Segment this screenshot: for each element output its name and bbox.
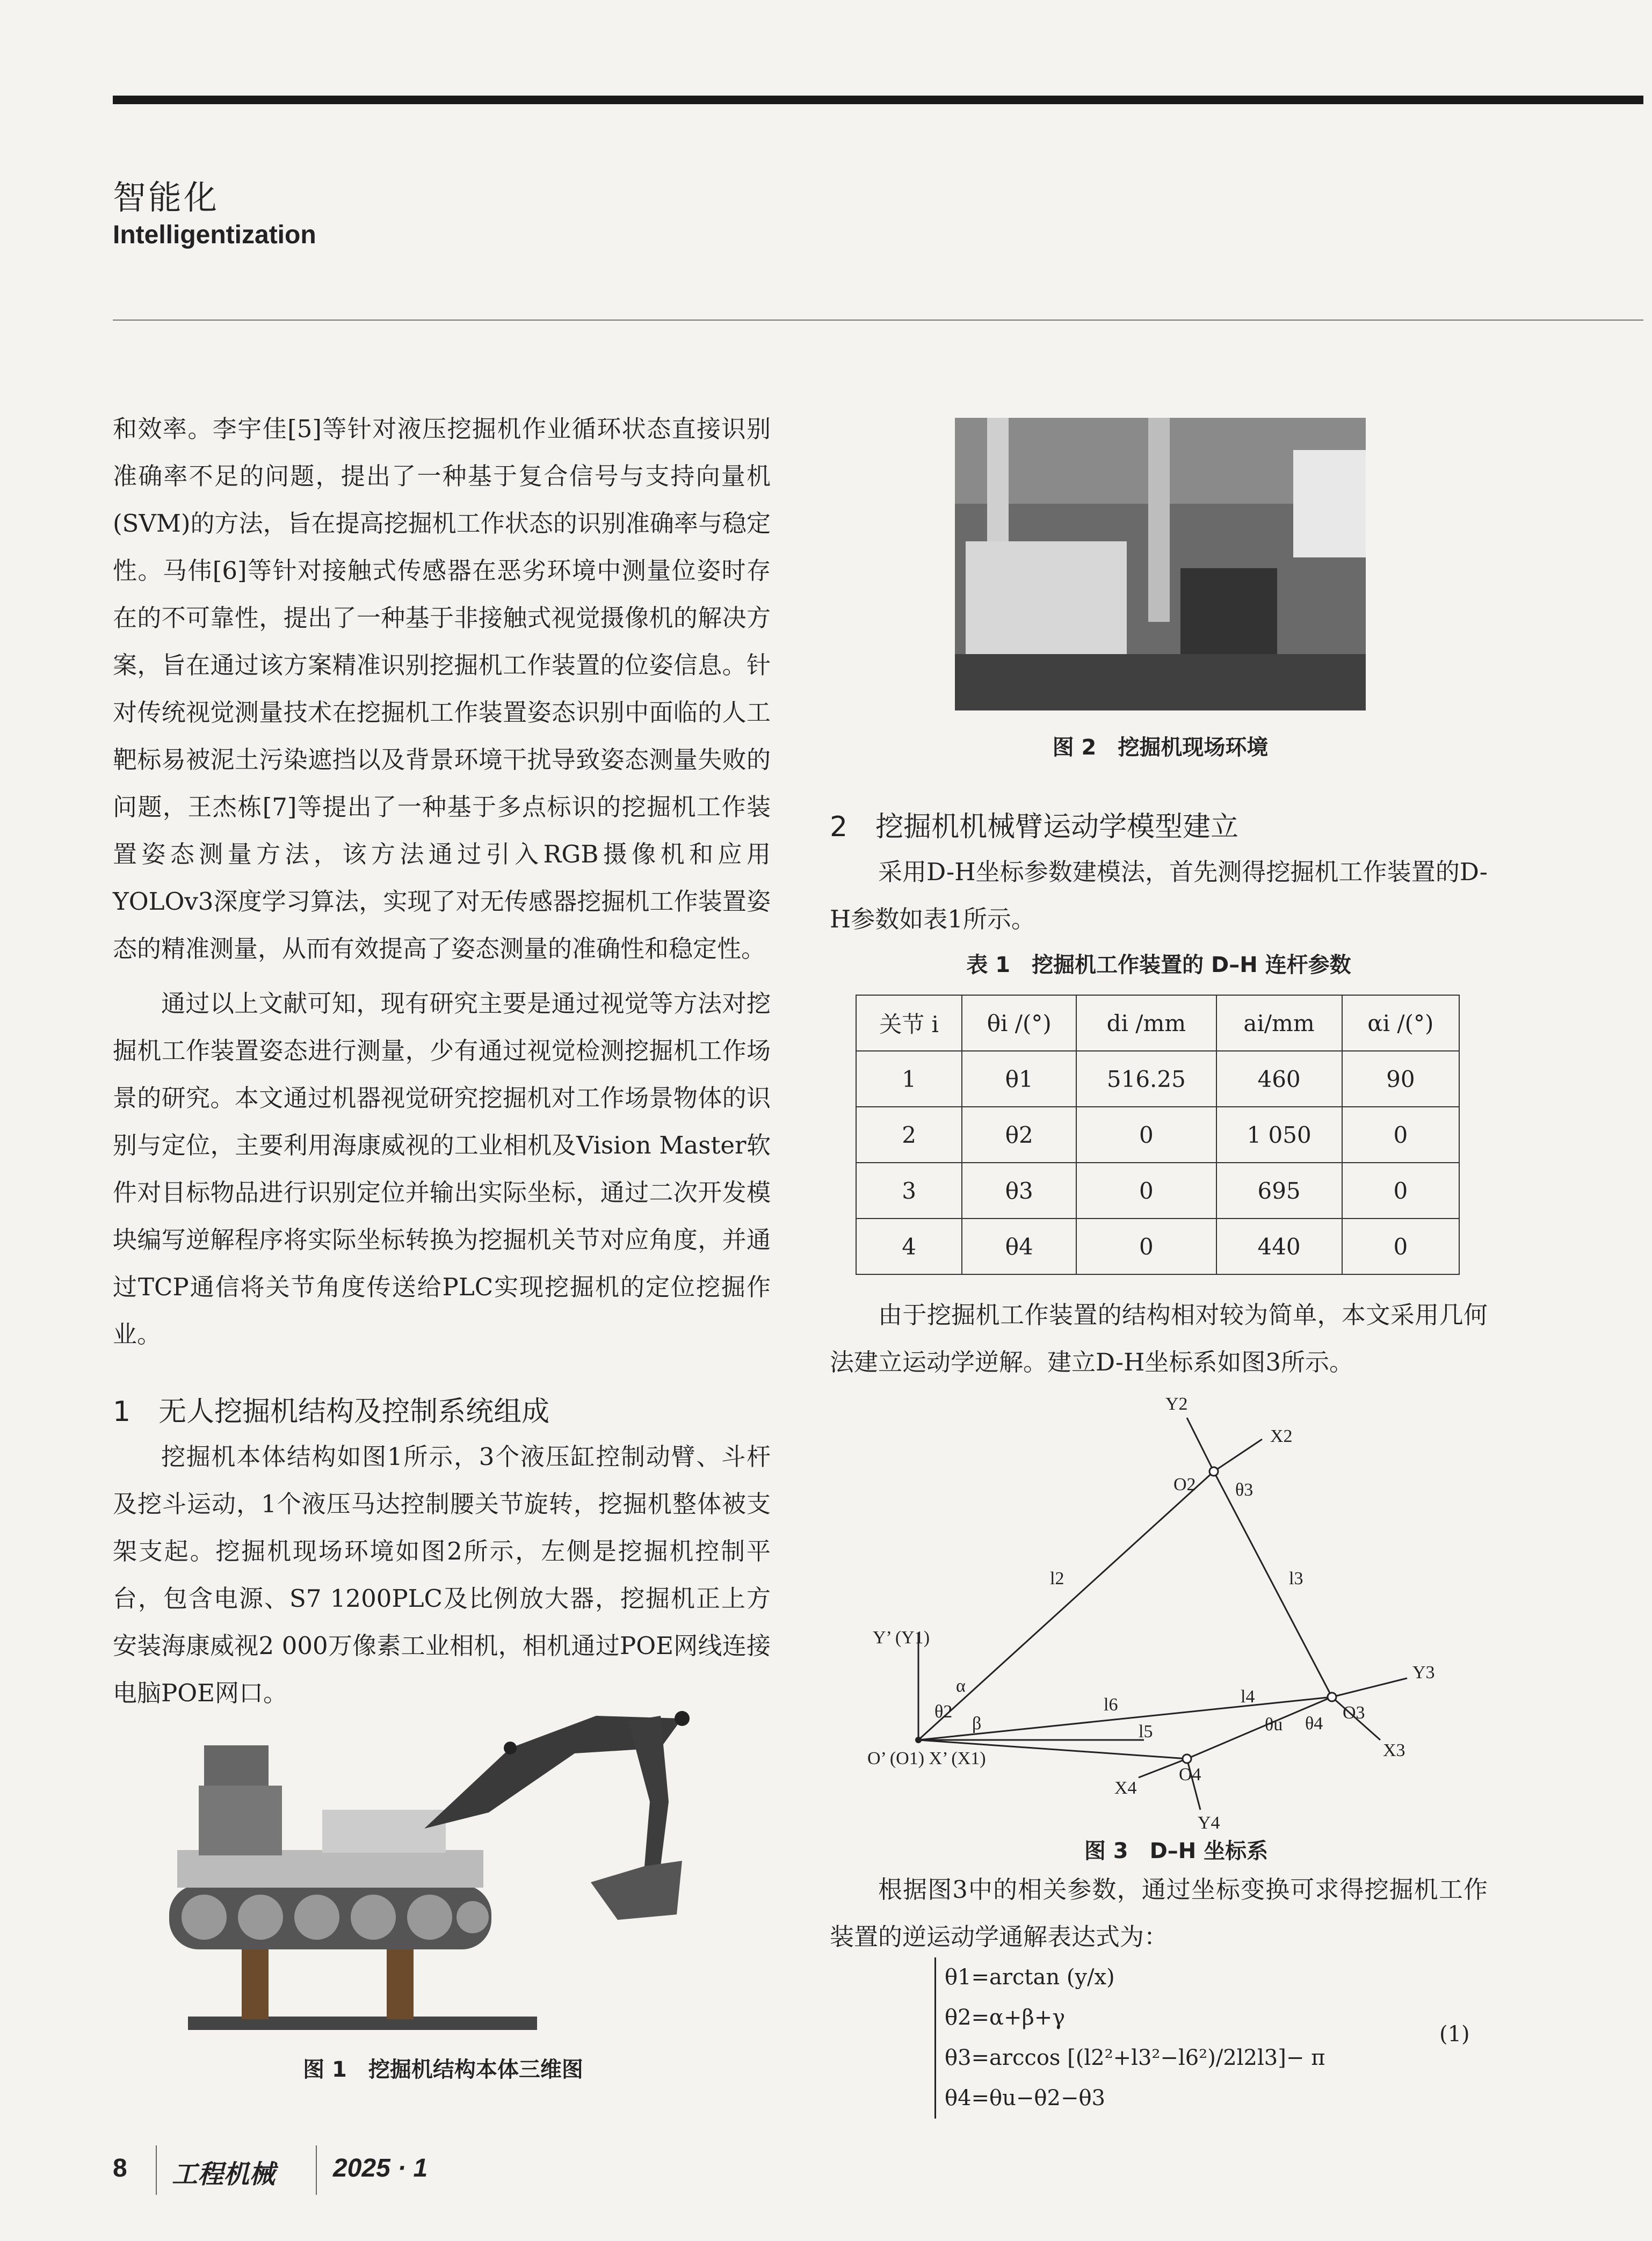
paragraph-inverse-kinematics: 根据图3中的相关参数，通过坐标变换可求得挖掘机工作装置的逆运动学通解表达式为： bbox=[830, 1875, 1488, 1951]
table-cell: 460 bbox=[1216, 1051, 1342, 1107]
table-header-cell: αi /(°) bbox=[1342, 995, 1459, 1051]
label-l5: l5 bbox=[1139, 1722, 1153, 1742]
paragraph-structure: 挖掘机本体结构如图1所示，3个液压缸控制动臂、斗杆及挖斗运动，1个液压马达控制腰关节旋转，挖掘机整体被支架支起。挖掘机现场环境如图2所示，左侧是挖掘机控制平台，包含电源、S7 1200PLC及比例放大器，挖掘机正上方安装海康威视2 000万像素工业相机，相机通过POE网线连接电脑POE网口。 bbox=[113, 1442, 771, 1707]
table-cell: θ4 bbox=[962, 1219, 1076, 1274]
table-cell: 4 bbox=[856, 1219, 962, 1274]
label-o4: O4 bbox=[1179, 1765, 1201, 1785]
header-divider bbox=[113, 320, 1643, 321]
page-number: 8 bbox=[113, 2154, 127, 2182]
top-rule bbox=[113, 96, 1643, 104]
equation-number: (1) bbox=[1439, 2022, 1470, 2047]
equation-theta2: θ2=α+β+γ bbox=[945, 2005, 1066, 2030]
figure-1-excavator-3d bbox=[145, 1694, 741, 2038]
table-row bbox=[856, 1051, 1459, 1107]
dh-table-container bbox=[856, 995, 1460, 1275]
label-x2: X2 bbox=[1270, 1426, 1293, 1446]
table-header-cell: ai/mm bbox=[1216, 995, 1342, 1051]
table-cell: 90 bbox=[1342, 1051, 1459, 1107]
table-header-cell: di /mm bbox=[1076, 995, 1216, 1051]
table-cell: θ3 bbox=[962, 1163, 1076, 1219]
footer-divider bbox=[316, 2145, 317, 2195]
label-alpha: α bbox=[956, 1676, 966, 1696]
table-cell: 516.25 bbox=[1076, 1051, 1216, 1107]
label-theta2: θ2 bbox=[934, 1702, 953, 1722]
table-cell: 0 bbox=[1076, 1107, 1216, 1163]
left-column bbox=[113, 405, 771, 1717]
right-column-section2 bbox=[830, 806, 1488, 943]
table-cell: 1 bbox=[856, 1051, 962, 1107]
right-column-geometry bbox=[830, 1292, 1488, 1386]
label-y3: Y3 bbox=[1412, 1663, 1435, 1682]
equation-theta4: θ4=θu−θ2−θ3 bbox=[945, 2086, 1105, 2111]
label-thetau: θu bbox=[1265, 1715, 1283, 1735]
paragraph-literature-summary: 通过以上文献可知，现有研究主要是通过视觉等方法对挖掘机工作装置姿态进行测量，少有通过视觉检测挖掘机工作场景的研究。本文通过机器视觉研究挖掘机对工作场景物体的识别与定位，主要利用海康威视的工业相机及Vision Master软件对目标物品进行识别定位并输出实际坐标，通过二次开发模块编写逆解程序将实际坐标转换为挖掘机关节对应角度，并通过TCP通信将关节角度传送给PLC实现挖掘机的定位挖掘作业。 bbox=[113, 989, 771, 1348]
figure-2-site-photo bbox=[955, 418, 1366, 710]
figure-3-dh-diagram bbox=[865, 1380, 1488, 1837]
label-theta3: θ3 bbox=[1235, 1480, 1254, 1500]
footer-divider bbox=[156, 2145, 157, 2195]
table-cell: 2 bbox=[856, 1107, 962, 1163]
label-l2: l2 bbox=[1050, 1569, 1064, 1589]
table-cell: 440 bbox=[1216, 1219, 1342, 1274]
table-cell: θ2 bbox=[962, 1107, 1076, 1163]
figure-3-caption: 图 3 D–H 坐标系 bbox=[1084, 1839, 1269, 1863]
table-cell: 0 bbox=[1076, 1163, 1216, 1219]
label-l4: l4 bbox=[1241, 1687, 1255, 1707]
equation-theta3: θ3=arccos [(l2²+l3²−l6²)/2l2l3]− π bbox=[945, 2046, 1325, 2070]
label-origin: O’ (O1) X’ (X1) bbox=[867, 1749, 986, 1768]
section-2-heading: 2 挖掘机机械臂运动学模型建立 bbox=[830, 811, 1239, 843]
label-y4: Y4 bbox=[1198, 1813, 1220, 1833]
label-y-prime: Y’ (Y1) bbox=[873, 1628, 930, 1648]
paragraph-dh-params: 采用D-H坐标参数建模法，首先测得挖掘机工作装置的D-H参数如表1所示。 bbox=[830, 858, 1488, 933]
table-header-row bbox=[856, 995, 1459, 1051]
table-row bbox=[856, 1107, 1459, 1163]
dh-parameter-table bbox=[856, 995, 1460, 1275]
label-x3: X3 bbox=[1383, 1740, 1405, 1760]
right-column-inverse bbox=[830, 1866, 1488, 1961]
table-cell: 0 bbox=[1342, 1107, 1459, 1163]
paragraph-intro-continued: 和效率。李宇佳[5]等针对液压挖掘机作业循环状态直接识别准确率不足的问题，提出了一种基于复合信号与支持向量机(SVM)的方法，旨在提高挖掘机工作状态的识别准确率与稳定性。马伟[6]等针对接触式传感器在恶劣环境中测量位姿时存在的不可靠性，提出了一种基于非接触式视觉摄像机的解决方案，旨在通过该方案精准识别挖掘机工作装置的位姿信息。针对传统视觉测量技术在挖掘机工作装置姿态识别中面临的人工靶标易被泥土污染遮挡以及背景环境干扰导致姿态测量失败的问题，王杰栋[7]等提出了一种基于多点标识的挖掘机工作装置姿态测量方法，该方法通过引入RGB摄像机和应用YOLOv3深度学习算法，实现了对无传感器挖掘机工作装置姿态的精准测量，从而有效提高了姿态测量的准确性和稳定性。 bbox=[113, 415, 771, 963]
label-y2: Y2 bbox=[1165, 1394, 1188, 1414]
label-o2: O2 bbox=[1173, 1475, 1196, 1495]
table-cell: 1 050 bbox=[1216, 1107, 1342, 1163]
equation-system bbox=[934, 1957, 1471, 2119]
paragraph-geometric-method: 由于挖掘机工作装置的结构相对较为简单，本文采用几何法建立运动学逆解。建立D-H坐标系如图3所示。 bbox=[830, 1301, 1488, 1376]
table-header-cell: θi /(°) bbox=[962, 995, 1076, 1051]
label-l6: l6 bbox=[1104, 1695, 1118, 1715]
section-title-cn: 智能化 bbox=[113, 178, 220, 217]
issue-label: 2025 · 1 bbox=[333, 2154, 428, 2182]
label-l3: l3 bbox=[1289, 1569, 1303, 1589]
section-title-en: Intelligentization bbox=[113, 221, 316, 249]
table-row bbox=[856, 1219, 1459, 1274]
table-header-cell: 关节 i bbox=[856, 995, 962, 1051]
figure-2-caption: 图 2 挖掘机现场环境 bbox=[1052, 735, 1269, 760]
label-o3: O3 bbox=[1343, 1703, 1365, 1723]
table-cell: 0 bbox=[1076, 1219, 1216, 1274]
table-cell: 3 bbox=[856, 1163, 962, 1219]
label-theta4: θ4 bbox=[1305, 1714, 1323, 1734]
equation-theta1: θ1=arctan (y/x) bbox=[945, 1965, 1115, 1990]
table-cell: 695 bbox=[1216, 1163, 1342, 1219]
table-cell: 0 bbox=[1342, 1163, 1459, 1219]
journal-name: 工程机械 bbox=[172, 2159, 276, 2189]
table-row bbox=[856, 1163, 1459, 1219]
table-cell: θ1 bbox=[962, 1051, 1076, 1107]
table-cell: 0 bbox=[1342, 1219, 1459, 1274]
section-1-heading: 1 无人挖掘机结构及控制系统组成 bbox=[113, 1396, 550, 1428]
label-x4: X4 bbox=[1114, 1778, 1137, 1798]
table-1-caption: 表 1 挖掘机工作装置的 D–H 连杆参数 bbox=[966, 953, 1351, 977]
label-beta: β bbox=[972, 1714, 982, 1734]
figure-1-caption: 图 1 挖掘机结构本体三维图 bbox=[303, 2057, 583, 2082]
